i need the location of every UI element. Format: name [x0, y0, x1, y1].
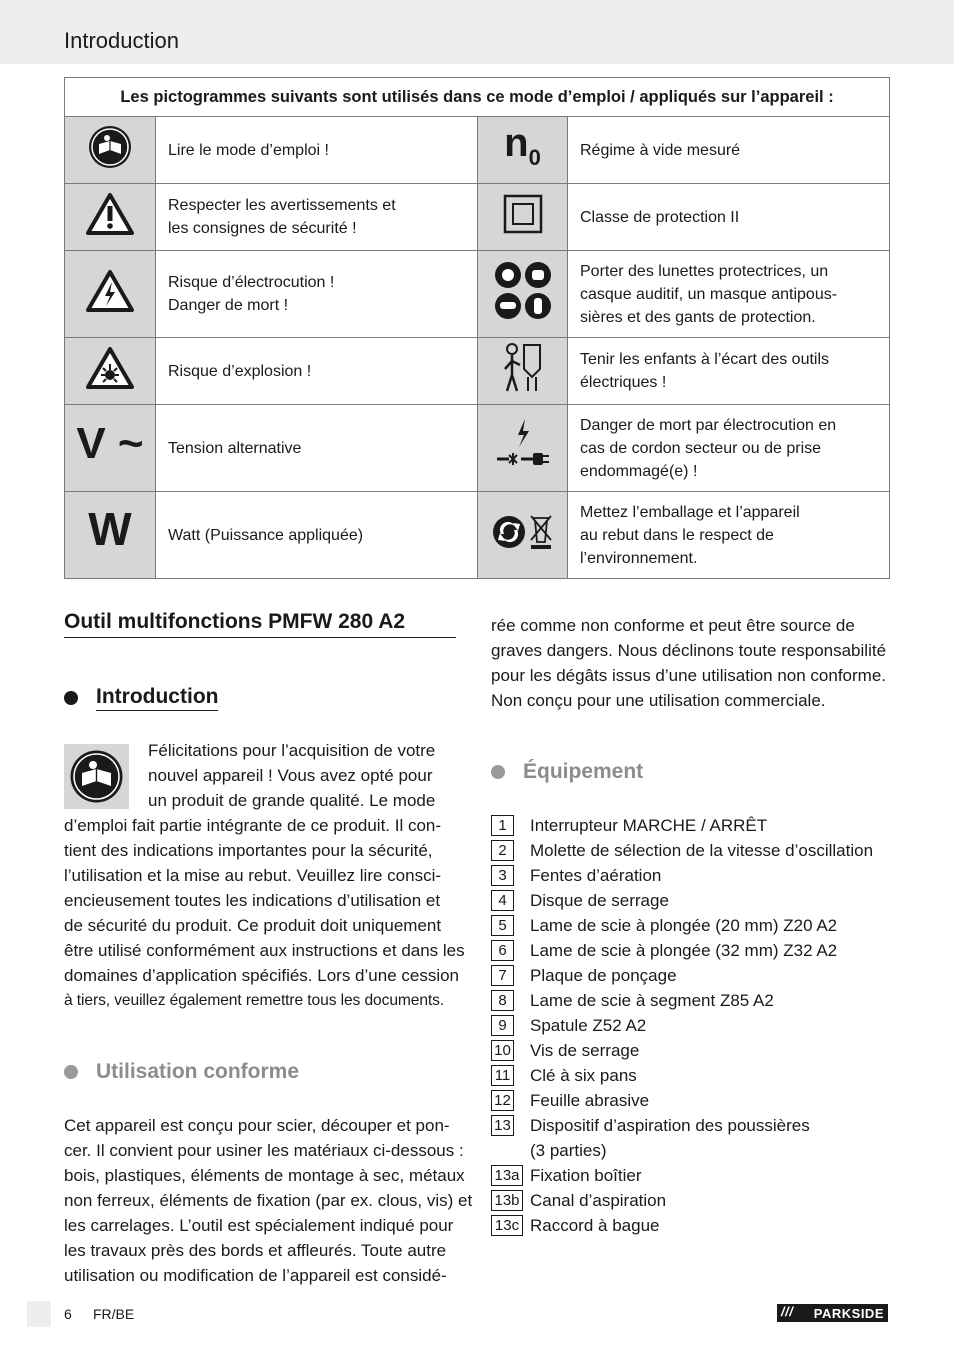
pictogram-row	[65, 184, 890, 251]
pictogram-row	[65, 405, 890, 492]
pictogram-label: Régime à vide mesuré	[580, 141, 741, 159]
pictogram-label: Danger de mort par électrocution en cas de cordon secteur ou de prise endommagé(e) !	[580, 416, 837, 480]
bullet-icon	[64, 1065, 78, 1079]
brand-name: PARKSIDE	[813, 1305, 884, 1321]
pictogram-label: Respecter les avertissements et les consignes de sécurité !	[168, 197, 396, 237]
pictogram-label: Watt (Puissance appliquée)	[168, 526, 364, 544]
bullet-icon	[64, 691, 78, 705]
list-item: 11 Clé à six pans	[491, 1063, 891, 1088]
introduction-heading	[64, 685, 218, 711]
pictogram-table	[64, 77, 890, 579]
pictogram-row	[65, 492, 890, 579]
list-item: 3 Fentes d’aération	[491, 863, 891, 888]
list-item: 10 Vis de serrage	[491, 1038, 891, 1063]
read-manual-icon	[64, 744, 129, 809]
introduction-text-top: Félicitations pour l’acquisition de votre nouvel appareil ! Vous avez opté pour un produit de grande qualité. Le mode	[148, 741, 436, 810]
explosion-warning-icon	[65, 338, 156, 405]
pictogram-label: Porter des lunettes protectrices, un casque auditif, un masque antipous- sières et des gants de protection.	[580, 262, 838, 326]
warning-triangle-icon	[65, 184, 156, 251]
brand-mark: ///	[781, 1304, 794, 1319]
list-item: 13a Fixation boîtier	[491, 1163, 891, 1188]
pictogram-label: Mettez l’emballage et l’appareil au rebut dans le respect de l’environnement.	[580, 503, 800, 567]
intro-icon-box	[64, 744, 129, 809]
list-item: 4 Disque de serrage	[491, 888, 891, 913]
intended-use-title: Utilisation conforme	[96, 1060, 300, 1083]
electric-shock-warning-icon	[65, 251, 156, 338]
intended-use-text-continued: rée comme non conforme et peut être source de graves dangers. Nous déclinons toute responsabilité pour les dégâts issus d’une utilisation non conforme. Non conçu pour une utilisation commerciale.	[491, 616, 887, 710]
list-item: 12 Feuille abrasive	[491, 1088, 891, 1113]
introduction-title: Introduction	[96, 685, 218, 711]
pictogram-row	[65, 117, 890, 184]
read-manual-icon	[65, 117, 156, 184]
list-item: 13 Dispositif d’aspiration des poussières (3 parties)	[491, 1113, 891, 1163]
intended-use-text: Cet appareil est conçu pour scier, découper et pon- cer. Il convient pour usiner les matériaux ci-dessous : bois, plastiques, éléments de montage à sec, métaux non ferreux, éléments de fixation (par ex. clous, vis) et les carrelages. L’outil est spécialement indiqué pour les travaux près des bords et affleurés. Toute autre utilisation ou modification de l’appareil est considé-	[64, 1116, 473, 1285]
page-number: 6	[64, 1306, 72, 1322]
introduction-text: d’emploi fait partie intégrante de ce produit. Il con- tient des indications importantes pour la sécurité, l’utilisation et la mise au rebut. Veuillez lire consci- encieusement toutes les indications d’utilisation et de sécurité du produit. Ce produit doit uniquement être utilisé conformément aux instructions et dans les domaines d’application spécifiés. Lors d’une cession à tiers, veuillez également remettre tous les documents.	[64, 816, 465, 1009]
alternating-voltage-icon: V ~	[65, 405, 156, 492]
damaged-cord-icon	[478, 405, 568, 492]
list-item: 5 Lame de scie à plongée (20 mm) Z20 A2	[491, 913, 891, 938]
list-item: 13b Canal d’aspiration	[491, 1188, 891, 1213]
pictogram-label: Classe de protection II	[580, 208, 740, 226]
product-title: Outil multifonctions PMFW 280 A2	[64, 610, 456, 638]
list-item: 7 Plaque de ponçage	[491, 963, 891, 988]
pictogram-label: Risque d’explosion !	[168, 362, 312, 380]
pictogram-table-heading: Les pictogrammes suivants sont utilisés dans ce mode d’emploi / appliqués sur l’appareil :	[65, 78, 890, 117]
ppe-icon	[478, 251, 568, 338]
list-item: 1 Interrupteur MARCHE / ARRÊT	[491, 813, 891, 838]
equipment-list	[491, 813, 891, 1238]
brand-logo	[777, 1304, 888, 1322]
pictogram-label: Tenir les enfants à l’écart des outils électriques !	[580, 351, 830, 391]
keep-children-away-icon	[478, 338, 568, 405]
watt-icon: W	[65, 492, 156, 579]
recycle-dispose-icon	[478, 492, 568, 579]
protection-class-ii-icon	[478, 184, 568, 251]
intended-use-heading	[64, 1060, 299, 1084]
pictogram-label: Tension alternative	[168, 439, 302, 457]
equipment-title: Équipement	[523, 760, 644, 783]
list-item: 6 Lame de scie à plongée (32 mm) Z32 A2	[491, 938, 891, 963]
page-title: Introduction	[64, 28, 179, 53]
pictogram-row	[65, 251, 890, 338]
pictogram-label: Risque d’électrocution ! Danger de mort !	[168, 274, 335, 314]
list-item: 2 Molette de sélection de la vitesse d’oscillation	[491, 838, 891, 863]
list-item: 9 Spatule Z52 A2	[491, 1013, 891, 1038]
equipment-heading	[491, 760, 643, 784]
footer-tab	[27, 1301, 51, 1327]
list-item: 8 Lame de scie à segment Z85 A2	[491, 988, 891, 1013]
bullet-icon	[491, 765, 505, 779]
pictogram-row	[65, 338, 890, 405]
no-load-speed-icon: $n_0$	[478, 117, 568, 184]
list-item: 13c Raccord à bague	[491, 1213, 891, 1238]
language-code: FR/BE	[93, 1306, 135, 1322]
pictogram-label: Lire le mode d’emploi !	[168, 141, 329, 159]
